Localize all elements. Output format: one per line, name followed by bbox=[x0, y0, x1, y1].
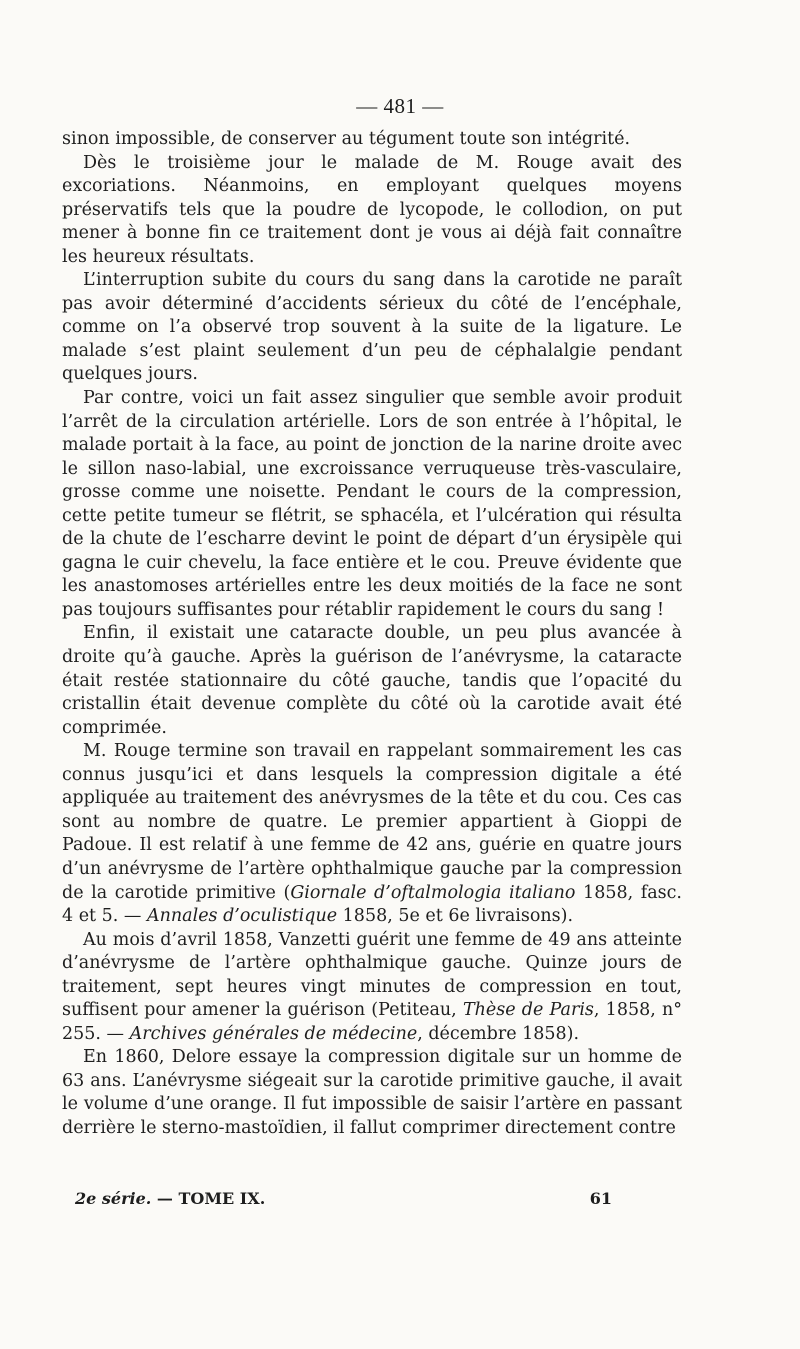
paragraph bbox=[62, 1046, 682, 1140]
citation-title: Annales d’oculistique bbox=[146, 906, 338, 927]
signature-series-tome bbox=[75, 1189, 265, 1208]
paragraph-text: 1858, fasc. 4 et 5. — bbox=[62, 882, 682, 927]
paragraph bbox=[62, 387, 682, 622]
paragraph bbox=[62, 740, 682, 928]
paragraph bbox=[62, 929, 682, 1047]
paragraph bbox=[62, 128, 682, 152]
paragraph-text: Au mois d’avril 1858, Vanzetti guérit une femme de 49 ans atteinte d’anévrysme de l’artère ophthalmique gauche. Quinze jours de traitement, sept heures vingt minutes de compression en tout, suffisent pour amener la guérison (Petiteau, bbox=[62, 929, 682, 1021]
paragraph-text: Enfin, il existait une cataracte double, un peu plus avancée à droite qu’à gauche. Après la guérison de l’anévrysme, la cataracte était restée stationnaire du côté gauche, tandis que l’opacité du cristallin était devenue complète du côté où la carotide avait été comprimée. bbox=[62, 623, 682, 738]
signature-sheet-number: 61 bbox=[589, 1189, 612, 1208]
citation-title: Giornale d’oftalmologia italiano bbox=[290, 882, 576, 903]
paragraph-text: En 1860, Delore essaye la compression digitale sur un homme de 63 ans. L’anévrysme siégeait sur la carotide primitive gauche, il avait le volume d’une orange. Il fut impossible de saisir l’artère en passant derrière le sterno-mastoïdien, il fallut comprimer directement contre bbox=[62, 1047, 682, 1138]
paragraph-text: , décembre 1858). bbox=[417, 1023, 580, 1044]
page-number-header: — 481 — bbox=[356, 94, 444, 118]
paragraph-text: M. Rouge termine son travail en rappelant sommairement les cas connus jusqu’ici et dans lesquels la compression digitale a été appliquée au traitement des anévrysmes de la tête et du cou. Ces cas sont au nombre de quatre. Le premier appartient à Gioppi de Padoue. Il est relatif à une femme de 42 ans, guérie en quatre jours d’un anévrysme de l’artère ophthalmique gauche par la compression de la carotide primitive ( bbox=[62, 741, 682, 903]
paragraph-text: Par contre, voici un fait assez singulier que semble avoir produit l’arrêt de la circulation artérielle. Lors de son entrée à l’hôpital, le malade portait à la face, au point de jonction de la narine droite avec le sillon naso-labial, une excroissance verruqueuse très-vasculaire, grosse comme une noisette. Pendant le cours de la compression, cette petite tumeur se flétrit, se sphacéla, et l’ulcération qui résulta de la chute de l’escharre devint le point de départ d’un érysipèle qui gagna le cuir chevelu, la face entière et le cou. Preuve évidente que les anastomoses artérielles entre les deux moitiés de la face ne sont pas toujours suffisantes pour rétablir rapidement le cours du sang ! bbox=[62, 388, 682, 620]
paragraph bbox=[62, 269, 682, 387]
citation-title: Thèse de Paris bbox=[462, 1000, 594, 1021]
signature-series: 2e série. bbox=[75, 1189, 152, 1208]
paragraph-text: , 1858, n° 255. — bbox=[62, 1000, 683, 1044]
paragraph bbox=[62, 622, 682, 740]
paragraph-text: sinon impossible, de conserver au tégument toute son intégrité. bbox=[62, 129, 631, 149]
paragraph-text: L’interruption subite du cours du sang dans la carotide ne paraît pas avoir déterminé d’accidents sérieux du côté de l’encéphale, comme on l’a observé trop souvent à la suite de la ligature. Le malade s’est plaint seulement d’un peu de céphalalgie pendant quelques jours. bbox=[62, 270, 682, 385]
body-text bbox=[62, 128, 682, 1141]
paragraph-text: 1858, 5e et 6e livraisons). bbox=[337, 906, 574, 927]
paragraph-text: Dès le troisième jour le malade de M. Rouge avait des excoriations. Néanmoins, en employant quelques moyens préservatifs tels que la poudre de lycopode, le collodion, on put mener à bonne fin ce traitement dont je vous ai déjà fait connaître les heureux résultats. bbox=[62, 152, 682, 267]
signature-tome: — TOME IX. bbox=[151, 1189, 266, 1208]
paragraph bbox=[62, 152, 682, 270]
citation-title: Archives générales de médecine bbox=[129, 1023, 418, 1044]
